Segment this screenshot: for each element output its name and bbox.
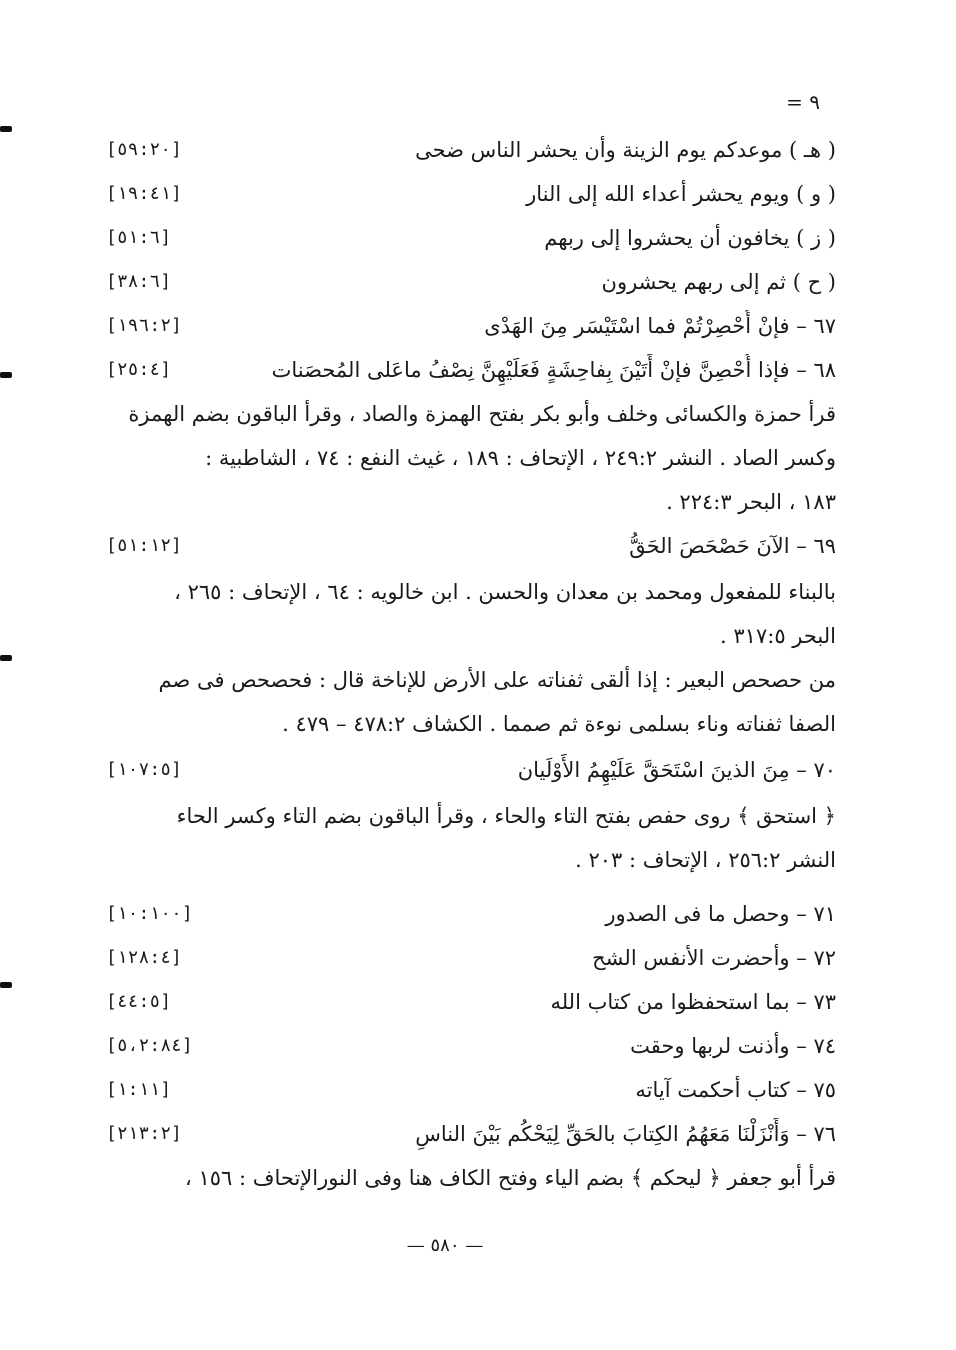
verse-text: ٦٨ – فإذا أُحْصِنَّ فإنْ أَتَيْنَ بِفاحِشَةٍ فَعَلَيْهِنَّ نِصْفُ ماعَلى المُحصَنات (271, 358, 836, 382)
verse-text: ٧٢ – وأحضرت الأنفس الشح (592, 946, 836, 970)
commentary-line: من حصحص البعير : إذا ألقى ثفناته على الأرض للإناخة قال : فحصحص فى صم (158, 668, 836, 692)
verse-reference: [٢٥:٤] (106, 359, 172, 380)
page-footer-number: — ٥٨٠ — (406, 1235, 484, 1256)
scan-margin-mark (0, 372, 12, 378)
verse-reference: [١٢٨:٤] (106, 947, 182, 968)
page-number: ٩ = (786, 90, 820, 114)
commentary-line: ﴿ استحق ﴾ روى حفص بفتح التاء والحاء ، وقرأ الباقون بضم التاء وكسر الحاء (176, 804, 836, 828)
commentary-line: قرأ حمزة والكسائى وخلف وأبو بكر بفتح الهمزة والصاد ، وقرأ الباقون بضم الهمزة (128, 402, 836, 426)
verse-line (100, 134, 836, 166)
commentary-line: بالبناء للمفعول ومحمد بن معدان والحسن . ابن خالويه : ٦٤ ، الإتحاف : ٢٦٥ ، (174, 580, 836, 604)
verse-text: ( ح ) ثم إلى ربهم يحشرون (601, 270, 836, 294)
verse-reference: [١٠٧:٥] (106, 759, 182, 780)
verse-text: ٧١ – وحصل ما فى الصدور (605, 902, 836, 926)
verse-line (100, 754, 836, 786)
verse-text: ٧٤ – وأذنت لربها وحقت (630, 1034, 836, 1058)
verse-line (100, 942, 836, 974)
verse-reference: [١:١١] (106, 1079, 172, 1100)
verse-line (100, 310, 836, 342)
verse-line (100, 1118, 836, 1150)
verse-line (100, 266, 836, 298)
scan-margin-mark (0, 655, 12, 661)
verse-text: ٦٧ – فإنْ أُحْصِرْتُمْ فما اسْتَيْسَر مِنَ الهَدْى (484, 314, 836, 338)
verse-line (100, 898, 836, 930)
scan-margin-mark (0, 126, 12, 132)
verse-reference: [٥٩:٢٠] (106, 139, 182, 160)
scan-margin-mark (0, 982, 12, 988)
verse-text: ٧٦ – وَأَنْزَلْنَا مَعَهُمُ الكِتابَ بالحَقِّ لِيَحْكُم بَيْنَ الناسِ (415, 1122, 836, 1146)
commentary-line: ١٨٣ ، البحر ٢٢٤:٣ . (666, 490, 836, 514)
verse-line (100, 1030, 836, 1062)
verse-line (100, 222, 836, 254)
verse-reference: [١٩٦:٢] (106, 315, 182, 336)
verse-reference: [٥،٢:٨٤] (106, 1035, 193, 1056)
verse-reference: [١٠:١٠٠] (106, 903, 193, 924)
verse-line (100, 1074, 836, 1106)
commentary-line: وكسر الصاد . النشر ٢٤٩:٢ ، الإتحاف : ١٨٩ ، غيث النفع : ٧٤ ، الشاطبية : (205, 446, 836, 470)
verse-text: ٧٥ – كتاب أحكمت آياته (635, 1078, 836, 1102)
verse-reference: [٢١٣:٢] (106, 1123, 182, 1144)
verse-text: ٧٠ – مِنَ الذينَ اسْتَحَقَّ عَلَيْهِمُ الأَوْلَيان (517, 758, 836, 782)
verse-reference: [٥١:١٢] (106, 535, 182, 556)
commentary-line: الصفا ثفناته وناء بسلمى نوءة ثم صمما . الكشاف ٤٧٨:٢ – ٤٧٩ . (282, 712, 836, 736)
verse-line (100, 178, 836, 210)
verse-reference: [٣٨:٦] (106, 271, 172, 292)
commentary-line: البحر ٣١٧:٥ . (720, 624, 836, 648)
verse-text: ( و ) ويوم يحشر أعداء الله إلى النار (526, 182, 836, 206)
verse-line (100, 530, 836, 562)
verse-line (100, 354, 836, 386)
verse-text: ٦٩ – الآنَ حَصْحَصَ الحَقُّ (629, 534, 836, 558)
commentary-line: قرأ أبو جعفر ﴿ ليحكم ﴾ بضم الياء وفتح الكاف هنا وفى النورالإتحاف : ١٥٦ ، (185, 1166, 836, 1190)
verse-reference: [٥١:٦] (106, 227, 172, 248)
verse-line (100, 986, 836, 1018)
verse-text: ٧٣ – بما استحفظوا من كتاب الله (550, 990, 836, 1014)
commentary-line: النشر ٢٥٦:٢ ، الإتحاف : ٢٠٣ . (575, 848, 836, 872)
verse-reference: [٤٤:٥] (106, 991, 172, 1012)
verse-reference: [١٩:٤١] (106, 183, 182, 204)
verse-text: ( هـ ) موعدكم يوم الزينة وأن يحشر الناس ضحى (415, 138, 836, 162)
verse-text: ( ز ) يخافون أن يحشروا إلى ربهم (544, 226, 836, 250)
